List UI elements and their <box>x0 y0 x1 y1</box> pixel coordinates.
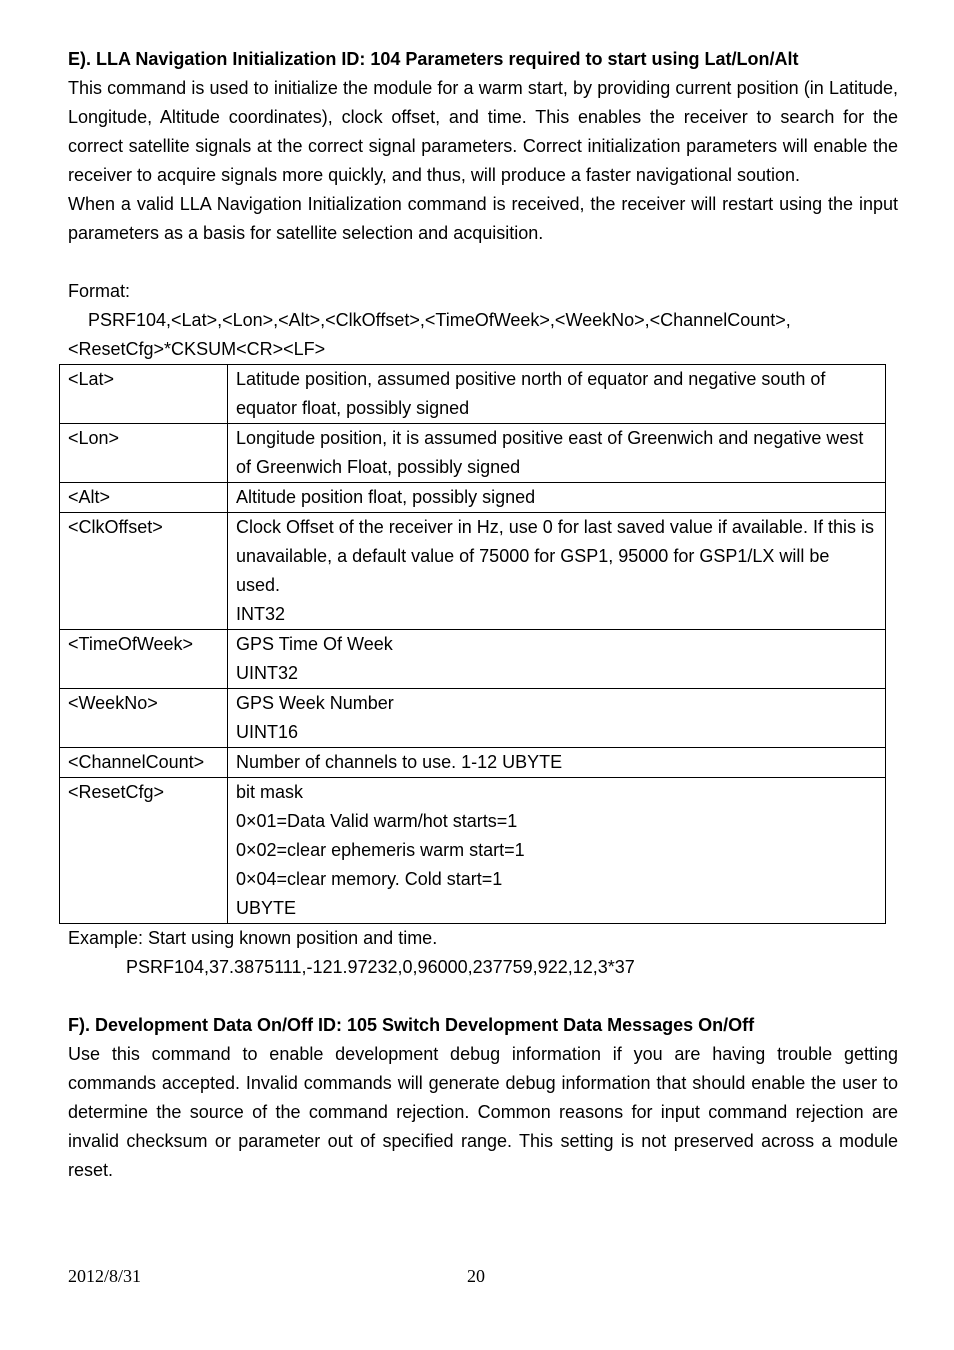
format-label: Format: <box>68 281 131 301</box>
param-desc-line: Longitude position, it is assumed positive east of Greenwich and negative west of Greenwich Float, possibly signed <box>236 428 864 477</box>
table-row <box>60 689 886 748</box>
param-name-cell: <TimeOfWeek> <box>60 630 228 689</box>
example-code: PSRF104,37.3875111,-121.97232,0,96000,237759,922,12,3*37 <box>126 957 635 977</box>
param-desc-line: 0×04=clear memory. Cold start=1 <box>236 869 503 889</box>
section-e-paragraph-1: This command is used to initialize the module for a warm start, by providing current position (in Latitude, Longitude, Altitude coordinates), clock offset, and time. This enables the receiver to search for the correct satellite signals at the correct signal parameters. Correct initialization parameters will enable the receiver to acquire signals more quickly, and thus, will produce a faster navigational soution. <box>68 78 898 185</box>
footer-page-number: 20 <box>467 1266 485 1286</box>
param-desc-line: Clock Offset of the receiver in Hz, use 0 for last saved value if available. If this is unavailable, a default value of 75000 for GSP1, 95000 for GSP1/LX will be used. <box>236 517 874 595</box>
param-desc-line: UINT16 <box>236 722 299 742</box>
param-desc-line: bit mask <box>236 782 304 802</box>
param-name-cell: <Lon> <box>60 424 228 483</box>
param-name-cell: <Lat> <box>60 365 228 424</box>
section-e-paragraph-2: When a valid LLA Navigation Initialization command is received, the receiver will restart using the input parameters as a basis for satellite selection and acquisition. <box>68 194 898 243</box>
footer-date: 2012/8/31 <box>68 1266 142 1286</box>
param-desc-cell <box>228 483 886 513</box>
param-name-cell: <ResetCfg> <box>60 778 228 924</box>
example-label: Example: Start using known position and time. <box>68 928 438 948</box>
param-desc-line: INT32 <box>236 604 286 624</box>
table-row <box>60 483 886 513</box>
param-desc-cell <box>228 748 886 778</box>
param-name-cell: <WeekNo> <box>60 689 228 748</box>
param-desc-line: UBYTE <box>236 898 297 918</box>
param-desc-line: GPS Week Number <box>236 693 394 713</box>
table-row <box>60 513 886 630</box>
param-desc-line: Altitude position float, possibly signed <box>236 487 536 507</box>
format-line-2: <ResetCfg>*CKSUM<CR><LF> <box>68 339 326 359</box>
param-desc-line: 0×02=clear ephemeris warm start=1 <box>236 840 525 860</box>
table-row <box>60 365 886 424</box>
param-desc-cell <box>228 689 886 748</box>
param-desc-line: UINT32 <box>236 663 299 683</box>
param-desc-line: 0×01=Data Valid warm/hot starts=1 <box>236 811 518 831</box>
table-row <box>60 424 886 483</box>
format-line-1: PSRF104,<Lat>,<Lon>,<Alt>,<ClkOffset>,<TimeOfWeek>,<WeekNo>,<ChannelCount>, <box>88 310 791 330</box>
param-desc-line: GPS Time Of Week <box>236 634 393 654</box>
parameter-table <box>59 364 886 924</box>
section-f-heading: F). Development Data On/Off ID: 105 Switch Development Data Messages On/Off <box>68 1015 755 1035</box>
param-desc-cell <box>228 513 886 630</box>
table-row <box>60 748 886 778</box>
section-e-heading: E). LLA Navigation Initialization ID: 104 Parameters required to start using Lat/Lon/Alt <box>68 49 799 69</box>
param-name-cell: <Alt> <box>60 483 228 513</box>
document-page <box>68 45 898 1185</box>
param-desc-cell <box>228 630 886 689</box>
param-desc-cell <box>228 365 886 424</box>
param-desc-line: Number of channels to use. 1-12 UBYTE <box>236 752 563 772</box>
param-desc-line: Latitude position, assumed positive north of equator and negative south of equator float, possibly signed <box>236 369 826 418</box>
param-name-cell: <ChannelCount> <box>60 748 228 778</box>
table-row <box>60 778 886 924</box>
table-row <box>60 630 886 689</box>
param-name-cell: <ClkOffset> <box>60 513 228 630</box>
section-f-paragraph-1: Use this command to enable development debug information if you are having trouble getting commands accepted. Invalid commands will generate debug information that should enable the user to determine the source of the command rejection. Common reasons for input command rejection are invalid checksum or parameter out of specified range. This setting is not preserved across a module reset. <box>68 1044 898 1180</box>
param-desc-cell <box>228 424 886 483</box>
param-desc-cell <box>228 778 886 924</box>
